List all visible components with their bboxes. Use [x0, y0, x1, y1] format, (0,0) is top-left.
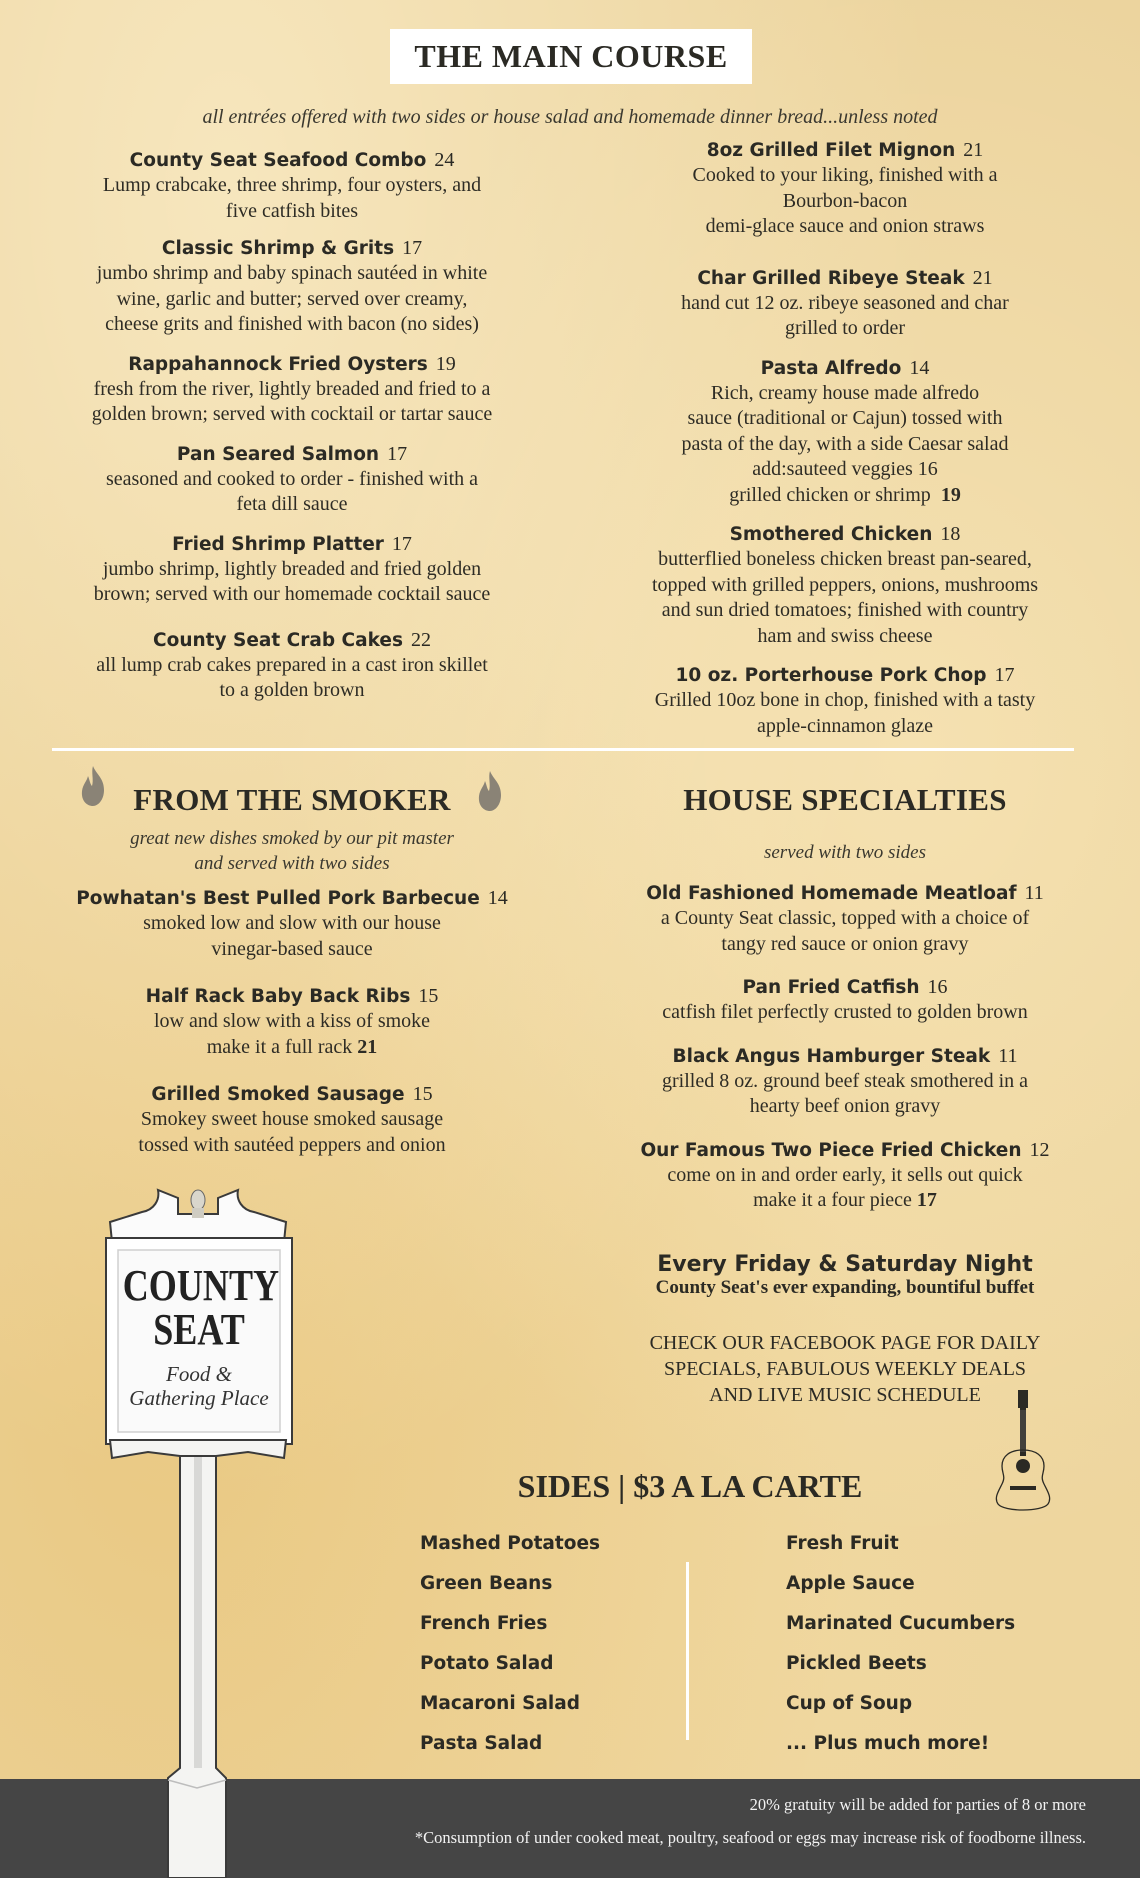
side-item: Marinated Cucumbers: [786, 1613, 1016, 1634]
specialties-section: [610, 782, 1080, 1228]
item-description: Rich, creamy house made alfredo sauce (traditional or Cajun) tossed with pasta of the day, with a side Caesar salad add:sauteed veggies 16 grilled chicken or shrimp 19: [681, 381, 1009, 506]
extra-price: 21: [357, 1035, 378, 1058]
item-name: Old Fashioned Homemade Meatloaf: [646, 883, 1017, 904]
item-name: Powhatan's Best Pulled Pork Barbecue: [76, 888, 480, 909]
specialties-subtitle: served with two sides: [763, 842, 927, 863]
smoker-section: [52, 782, 532, 1172]
menu-item: [610, 266, 1080, 342]
item-price: 22: [410, 628, 431, 651]
item-name: Pan Seared Salmon: [176, 443, 380, 465]
item-price: 16: [927, 976, 948, 998]
sign-line-gathering: Gathering Place: [129, 1386, 269, 1410]
side-item: Potato Salad: [420, 1653, 554, 1674]
county-seat-sign-logo: [98, 1182, 298, 1878]
item-price: 15: [418, 985, 439, 1007]
menu-item: [52, 236, 532, 338]
menu-item: [52, 984, 532, 1060]
menu-item: [52, 352, 532, 428]
gratuity-notice: 20% gratuity will be added for parties of 8 or more: [749, 1795, 1086, 1814]
menu-item: [610, 663, 1080, 739]
item-price: 12: [1029, 1138, 1050, 1161]
item-price: 19: [435, 352, 456, 375]
item-name: Pan Fried Catfish: [742, 977, 920, 998]
item-price: 17: [391, 532, 412, 555]
item-price: 17: [402, 237, 423, 259]
sides-title: SIDES | $3 A LA CARTE: [517, 1468, 863, 1504]
item-description: fresh from the river, lightly breaded and fried to a golden brown; served with cocktail or tartar sauce: [91, 377, 493, 425]
item-description: Grilled 10oz bone in chop, finished with a tasty apple-cinnamon glaze: [654, 689, 1036, 737]
item-name: Classic Shrimp & Grits: [161, 238, 395, 259]
main-course-title-box: [390, 29, 752, 84]
side-item: Pasta Salad: [420, 1733, 543, 1754]
foodborne-warning: *Consumption of under cooked meat, poultry, seafood or eggs may increase risk of foodborne illness.: [414, 1828, 1086, 1847]
item-description: all lump crab cakes prepared in a cast iron skillet to a golden brown: [96, 653, 488, 701]
menu-item: [52, 532, 532, 608]
smoker-title: FROM THE SMOKER: [133, 782, 451, 817]
specialties-title: HOUSE SPECIALTIES: [683, 782, 1007, 817]
menu-item: [610, 1044, 1080, 1120]
item-name: Black Angus Hamburger Steak: [672, 1045, 991, 1067]
item-price: 21: [972, 266, 993, 289]
sign-line-seat: SEAT: [153, 1305, 245, 1354]
item-description: butterflied boneless chicken breast pan-seared, topped with grilled peppers, onions, mushrooms and sun dried tomatoes; finished with country ham and swiss cheese: [651, 548, 1039, 647]
item-price: 11: [998, 1044, 1018, 1067]
side-item: Cup of Soup: [786, 1693, 913, 1714]
main-course-subtitle: all entrées offered with two sides or house salad and homemade dinner bread...unless noted: [202, 106, 938, 128]
menu-item: [52, 628, 532, 704]
item-description: Cooked to your liking, finished with a Bourbon-bacon demi-glace sauce and onion straws: [692, 164, 998, 237]
item-name: Half Rack Baby Back Ribs: [145, 986, 411, 1007]
extra-price: 17: [916, 1189, 937, 1211]
menu-item: [610, 881, 1080, 957]
item-name: Pasta Alfredo: [760, 357, 902, 379]
item-description: catfish filet perfectly crusted to golden brown: [662, 1001, 1028, 1023]
side-item: Fresh Fruit: [786, 1533, 899, 1554]
menu-item: [52, 886, 532, 962]
extra-price: 19: [940, 483, 961, 506]
main-course-left-column: [52, 148, 532, 718]
item-description: smoked low and slow with our house vinegar-based sauce: [143, 912, 441, 960]
item-name: Smothered Chicken: [729, 524, 933, 545]
item-description: low and slow with a kiss of smoke make it a full rack 21: [153, 1010, 431, 1058]
side-item: Pickled Beets: [786, 1653, 927, 1674]
sides-right-column: [786, 1528, 1015, 1768]
main-course-title: THE MAIN COURSE: [414, 38, 728, 74]
item-name: Our Famous Two Piece Fried Chicken: [640, 1139, 1022, 1161]
buffet-notice: [600, 1252, 1090, 1299]
item-description: Lump crabcake, three shrimp, four oysters, and five catfish bites: [102, 174, 482, 222]
guitar-icon: [980, 1388, 1066, 1514]
item-description: a County Seat classic, topped with a choice of tangy red sauce or onion gravy: [660, 907, 1030, 955]
side-item: Mashed Potatoes: [420, 1533, 601, 1554]
side-item: Macaroni Salad: [420, 1693, 581, 1714]
item-name: 10 oz. Porterhouse Pork Chop: [675, 665, 987, 686]
item-price: 18: [940, 523, 961, 545]
menu-item: [52, 1082, 532, 1158]
buffet-subtitle: County Seat's ever expanding, bountiful buffet: [655, 1277, 1035, 1298]
main-course-right-column: [610, 138, 1080, 753]
side-item: Green Beans: [420, 1573, 553, 1594]
menu-item: [52, 442, 532, 518]
section-divider: [52, 748, 1074, 751]
item-name: Fried Shrimp Platter: [172, 533, 384, 555]
side-item: ... Plus much more!: [786, 1733, 990, 1754]
item-name: Grilled Smoked Sausage: [151, 1084, 405, 1105]
item-description: come on in and order early, it sells out quick make it a four piece 17: [667, 1163, 1023, 1211]
menu-item: [610, 138, 1080, 240]
sign-line-food: Food &: [166, 1362, 232, 1386]
side-item: Apple Sauce: [786, 1573, 915, 1594]
menu-item: [610, 356, 1080, 509]
item-price: 15: [412, 1083, 433, 1105]
item-price: 21: [963, 139, 984, 161]
item-price: 17: [994, 664, 1015, 686]
item-name: County Seat Crab Cakes: [153, 629, 403, 651]
item-description: seasoned and cooked to order - finished with a feta dill sauce: [105, 467, 479, 515]
buffet-title: Every Friday & Saturday Night: [657, 1252, 1033, 1277]
item-description: jumbo shrimp, lightly breaded and fried golden brown; served with our homemade cocktail sauce: [93, 557, 491, 605]
item-price: 17: [387, 442, 408, 465]
item-price: 11: [1024, 882, 1044, 904]
menu-item: [610, 522, 1080, 649]
item-description: grilled 8 oz. ground beef steak smothered in a hearty beef onion gravy: [662, 1069, 1028, 1117]
item-description: hand cut 12 oz. ribeye seasoned and char grilled to order: [681, 291, 1009, 339]
sign-line-county: COUNTY: [122, 1261, 280, 1310]
item-name: Rappahannock Fried Oysters: [128, 353, 428, 375]
facebook-notice: CHECK OUR FACEBOOK PAGE FOR DAILY SPECIALS, FABULOUS WEEKLY DEALS AND LIVE MUSIC SCHEDULE: [649, 1332, 1041, 1406]
item-name: 8oz Grilled Filet Mignon: [706, 140, 956, 161]
side-item: French Fries: [420, 1613, 548, 1634]
smoker-subtitle: great new dishes smoked by our pit master and served with two sides: [130, 828, 454, 874]
item-price: 24: [434, 149, 455, 171]
sides-left-column: [420, 1528, 600, 1768]
item-description: Smokey sweet house smoked sausage tossed with sautéed peppers and onion: [138, 1108, 446, 1156]
item-name: Char Grilled Ribeye Steak: [697, 267, 965, 289]
item-name: County Seat Seafood Combo: [129, 150, 427, 171]
item-description: jumbo shrimp and baby spinach sautéed in white wine, garlic and butter; served over creamy, cheese grits and finished with bacon (no sides): [96, 262, 488, 335]
item-price: 14: [487, 887, 508, 909]
menu-item: [610, 975, 1080, 1026]
item-price: 14: [909, 356, 930, 379]
sides-divider: [686, 1562, 689, 1740]
menu-item: [610, 1138, 1080, 1214]
menu-item: [52, 148, 532, 224]
